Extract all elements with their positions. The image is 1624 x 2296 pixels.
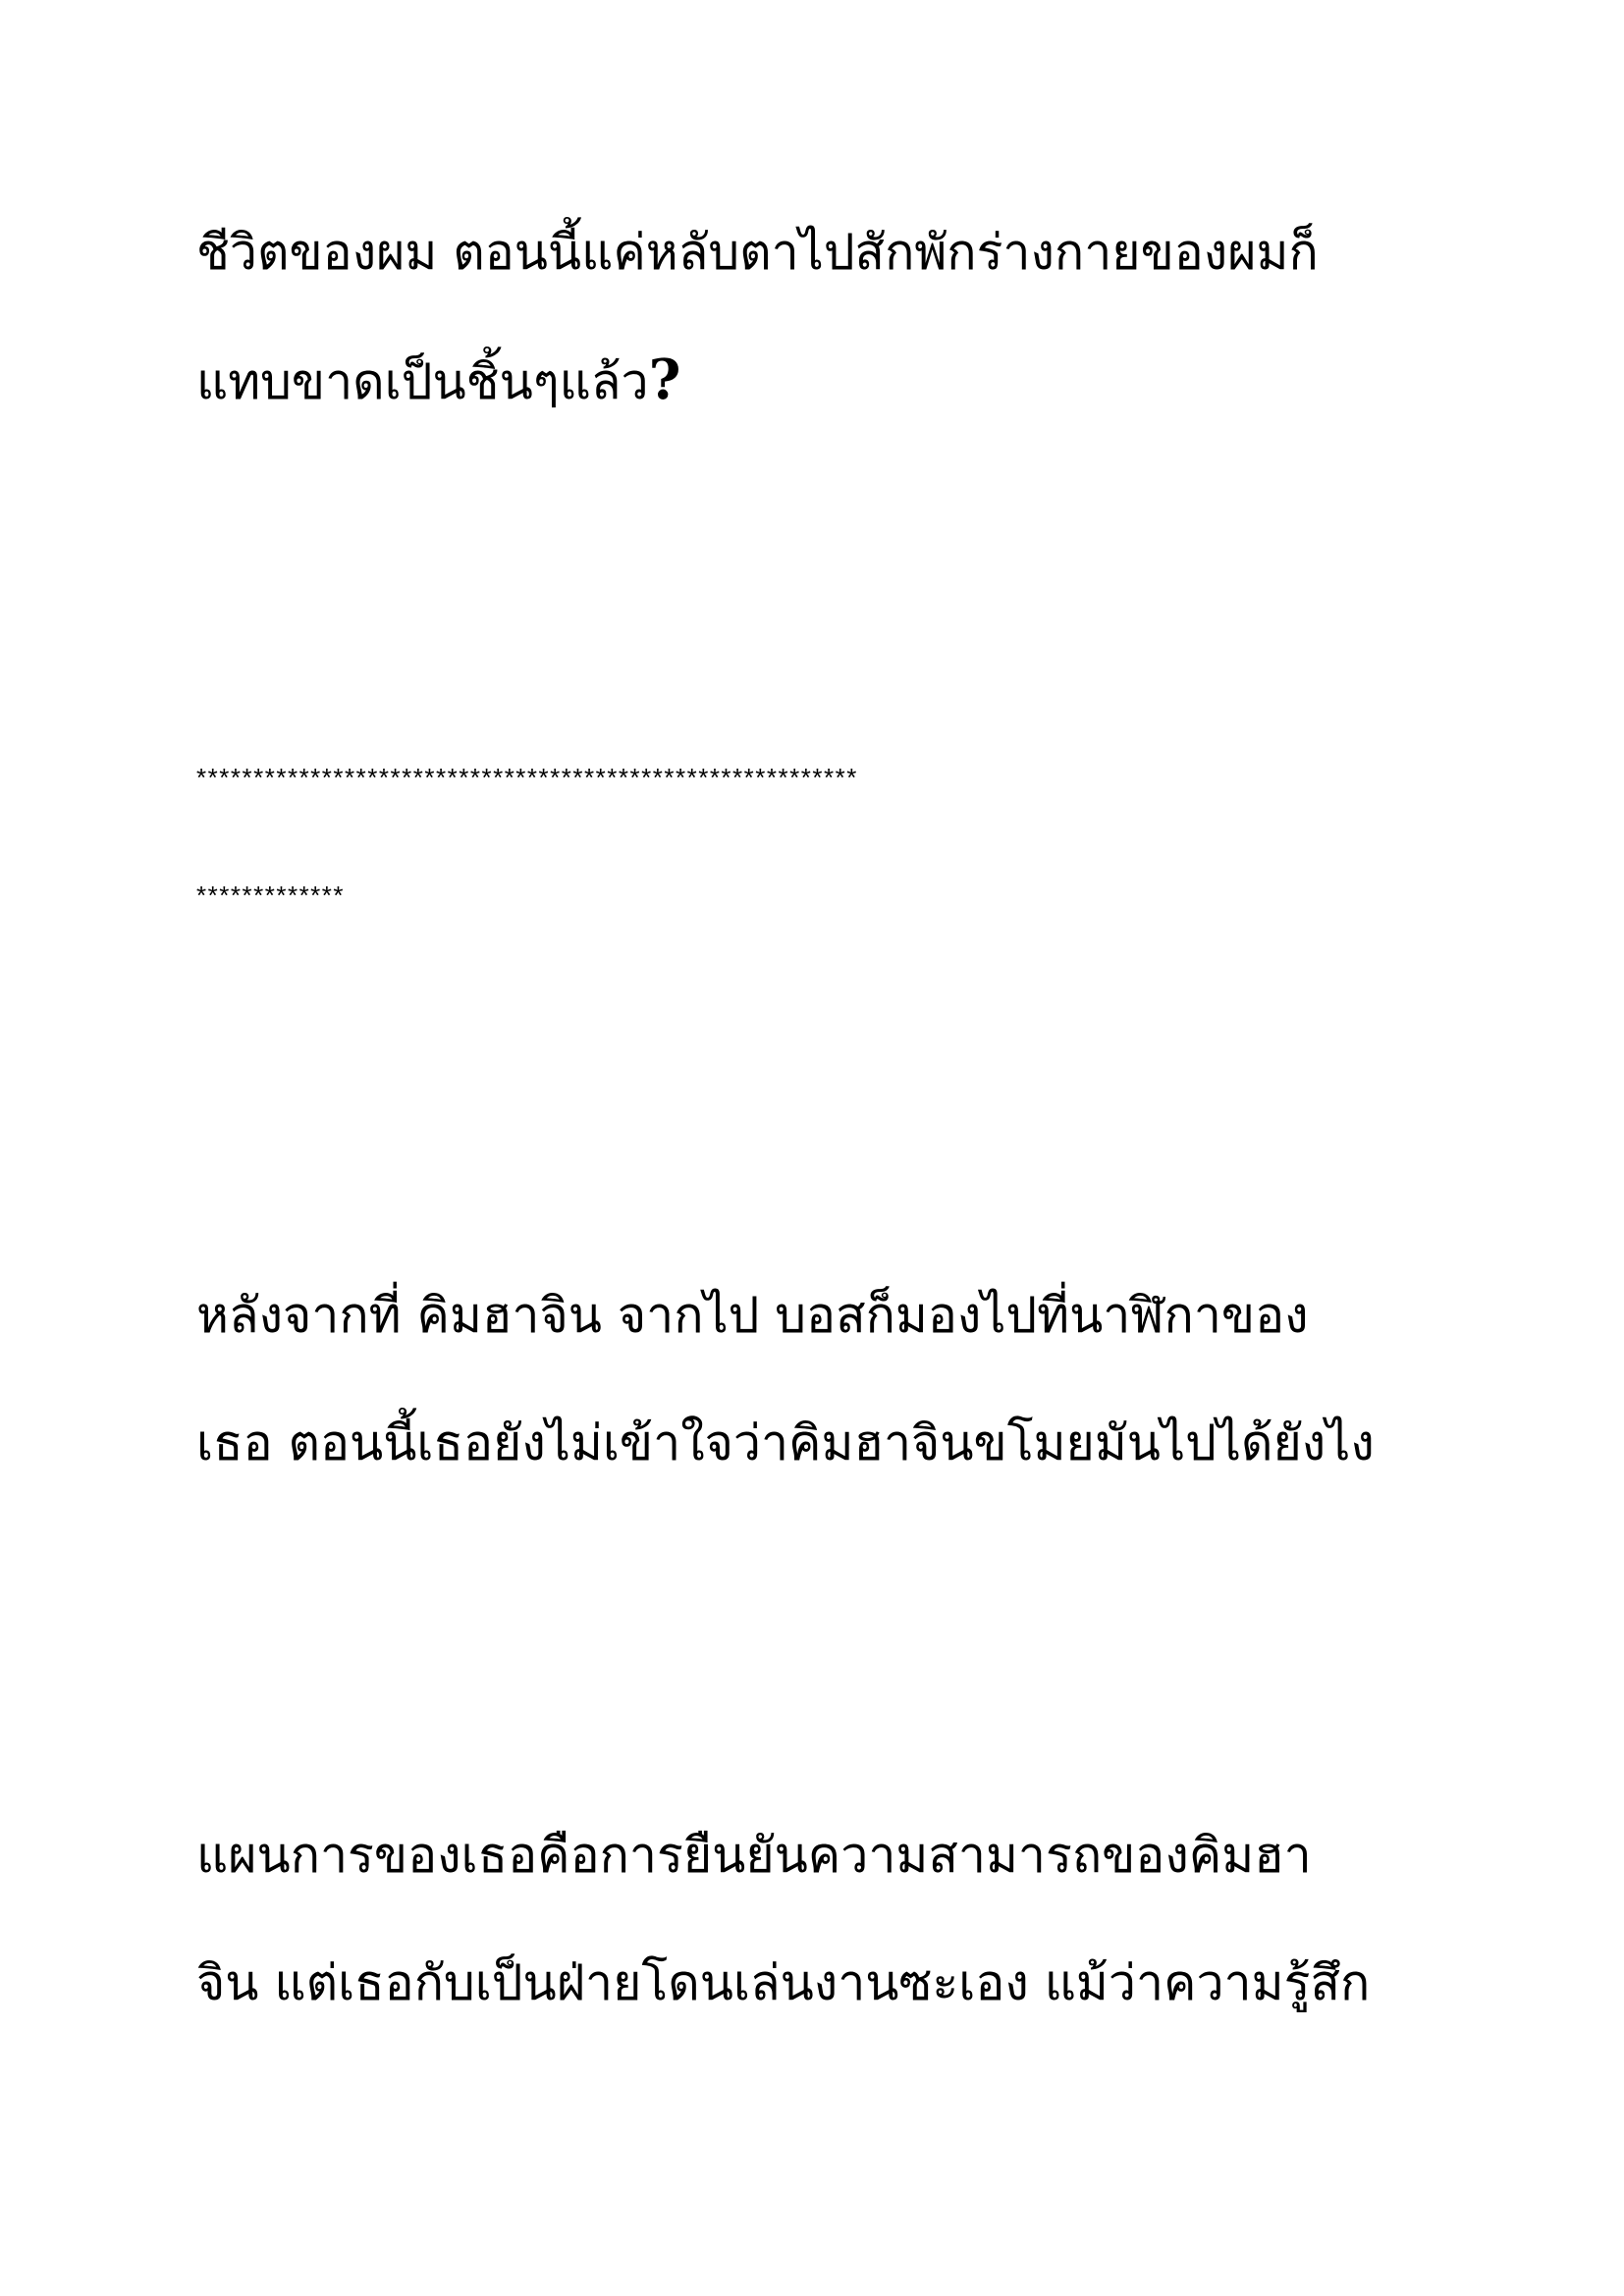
text-line: จิน แต่เธอกับเป็นฝ่ายโดนเล่นงานซะเอง แม้ว่าความรู้สึก xyxy=(196,1954,1371,2011)
text-line: แผนการของเธอคือการยืนยันความสามารถของคิมฮา xyxy=(196,1827,1312,1884)
question-mark: ? xyxy=(648,347,681,412)
text-line xyxy=(196,346,680,416)
separator-line: ********************************************************** xyxy=(196,763,858,792)
separator-line: ************* xyxy=(196,881,346,910)
text-line: ชีวิตของผม ตอนนี้แค่หลับตาไปสักพักร่างกายของผมก็ xyxy=(196,224,1319,281)
text-line: เธอ ตอนนี้เธอยังไม่เข้าใจว่าคิมฮาจินขโมยมันไปได้ยังไง xyxy=(196,1415,1375,1471)
text-line: หลังจากที่ คิมฮาจิน จากไป บอสก็มองไปที่นาฬิกาของ xyxy=(196,1287,1309,1344)
text-line-content: แทบขาดเป็นชิ้นๆแล้ว xyxy=(196,353,649,410)
